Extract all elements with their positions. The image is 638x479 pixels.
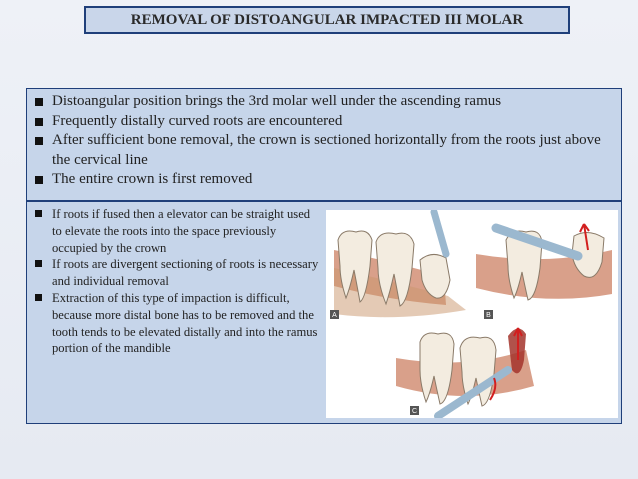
panel-label-c: C <box>411 408 418 415</box>
bottom-bullet-list <box>32 206 322 357</box>
bullet-text: After sufficient bone removal, the crown is sectioned horizontally from the roots just above the cervical line <box>52 132 601 168</box>
list-item <box>32 206 322 256</box>
top-bullet-list <box>32 92 616 190</box>
square-bullet-icon <box>35 176 43 184</box>
list-item <box>32 170 616 190</box>
square-bullet-icon <box>35 98 43 106</box>
square-bullet-icon <box>35 137 43 145</box>
bullet-text: Frequently distally curved roots are encountered <box>52 112 343 129</box>
bullet-text: Extraction of this type of impaction is difficult, because more distal bone has to be removed and the tooth tends to be elevated distally and into the ramus portion of the mandible <box>52 290 318 356</box>
list-item <box>32 256 322 290</box>
bullet-text: The entire crown is first removed <box>52 171 253 187</box>
square-bullet-icon <box>35 294 42 301</box>
panel-a-drawing <box>334 212 466 317</box>
bullet-text: Distoangular position brings the 3rd molar well under the ascending ramus <box>52 93 502 109</box>
slide-title: REMOVAL OF DISTOANGULAR IMPACTED III MOLAR <box>130 11 524 28</box>
panel-b-drawing <box>476 224 612 300</box>
square-bullet-icon <box>35 118 43 126</box>
panel-c-drawing <box>396 328 534 416</box>
illustration-svg <box>326 210 618 418</box>
list-item <box>32 131 616 170</box>
bullet-text: If roots are divergent sectioning of roots is necessary and individual removal <box>52 257 319 289</box>
square-bullet-icon <box>35 260 42 267</box>
section-divider <box>26 200 622 202</box>
extraction-illustration <box>326 210 618 418</box>
list-item <box>32 112 616 132</box>
elevator-instrument <box>434 212 446 254</box>
panel-label-b: B <box>486 312 491 319</box>
square-bullet-icon <box>35 210 42 217</box>
list-item <box>32 290 322 357</box>
panel-label-a: A <box>332 312 337 319</box>
bullet-text: If roots if fused then a elevator can be straight used to elevate the roots into the space previously occupied by the crown <box>52 207 311 255</box>
title-box <box>84 6 570 34</box>
list-item <box>32 92 616 112</box>
